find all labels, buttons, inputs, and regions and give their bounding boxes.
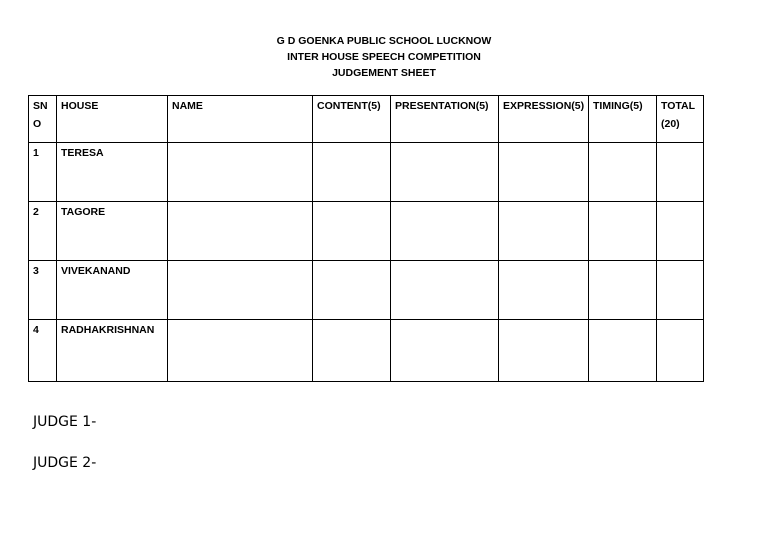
cell-content — [313, 261, 391, 320]
cell-name — [168, 143, 313, 202]
table-header-row — [29, 96, 704, 143]
cell-timing — [589, 261, 657, 320]
cell-house: VIVEKANAND — [57, 261, 168, 320]
cell-house: TERESA — [57, 143, 168, 202]
cell-content — [313, 202, 391, 261]
col-header-content: CONTENT(5) — [313, 96, 391, 143]
col-header-house: HOUSE — [57, 96, 168, 143]
table-row — [29, 202, 704, 261]
sheet-title: JUDGEMENT SHEET — [332, 67, 436, 79]
table-row — [29, 261, 704, 320]
col-header-name: NAME — [168, 96, 313, 143]
cell-expression — [499, 202, 589, 261]
event-title: INTER HOUSE SPEECH COMPETITION — [287, 51, 481, 63]
cell-content — [313, 320, 391, 382]
cell-expression — [499, 320, 589, 382]
col-header-presentation: PRESENTATION(5) — [391, 96, 499, 143]
col-header-expression: EXPRESSION(5) — [499, 96, 589, 143]
cell-presentation — [391, 261, 499, 320]
cell-presentation — [391, 320, 499, 382]
judge-2-label: JUDGE 2- — [33, 455, 97, 471]
cell-total — [657, 143, 704, 202]
table-row — [29, 320, 704, 382]
cell-total — [657, 320, 704, 382]
cell-name — [168, 202, 313, 261]
cell-sno: 1 — [29, 143, 57, 202]
table-row — [29, 143, 704, 202]
cell-timing — [589, 202, 657, 261]
col-header-sno: SN O — [29, 96, 57, 143]
cell-name — [168, 320, 313, 382]
document-heading — [0, 33, 768, 81]
judge-1-label: JUDGE 1- — [33, 414, 97, 430]
cell-timing — [589, 143, 657, 202]
cell-name — [168, 261, 313, 320]
col-header-timing: TIMING(5) — [589, 96, 657, 143]
judgement-table — [28, 95, 704, 382]
cell-sno: 4 — [29, 320, 57, 382]
cell-sno: 2 — [29, 202, 57, 261]
cell-expression — [499, 261, 589, 320]
cell-timing — [589, 320, 657, 382]
cell-expression — [499, 143, 589, 202]
cell-house: RADHAKRISHNAN — [57, 320, 168, 382]
school-name: G D GOENKA PUBLIC SCHOOL LUCKNOW — [276, 35, 492, 47]
cell-total — [657, 202, 704, 261]
cell-sno: 3 — [29, 261, 57, 320]
cell-total — [657, 261, 704, 320]
cell-content — [313, 143, 391, 202]
cell-presentation — [391, 143, 499, 202]
cell-house: TAGORE — [57, 202, 168, 261]
cell-presentation — [391, 202, 499, 261]
col-header-total: TOTAL (20) — [657, 96, 704, 143]
